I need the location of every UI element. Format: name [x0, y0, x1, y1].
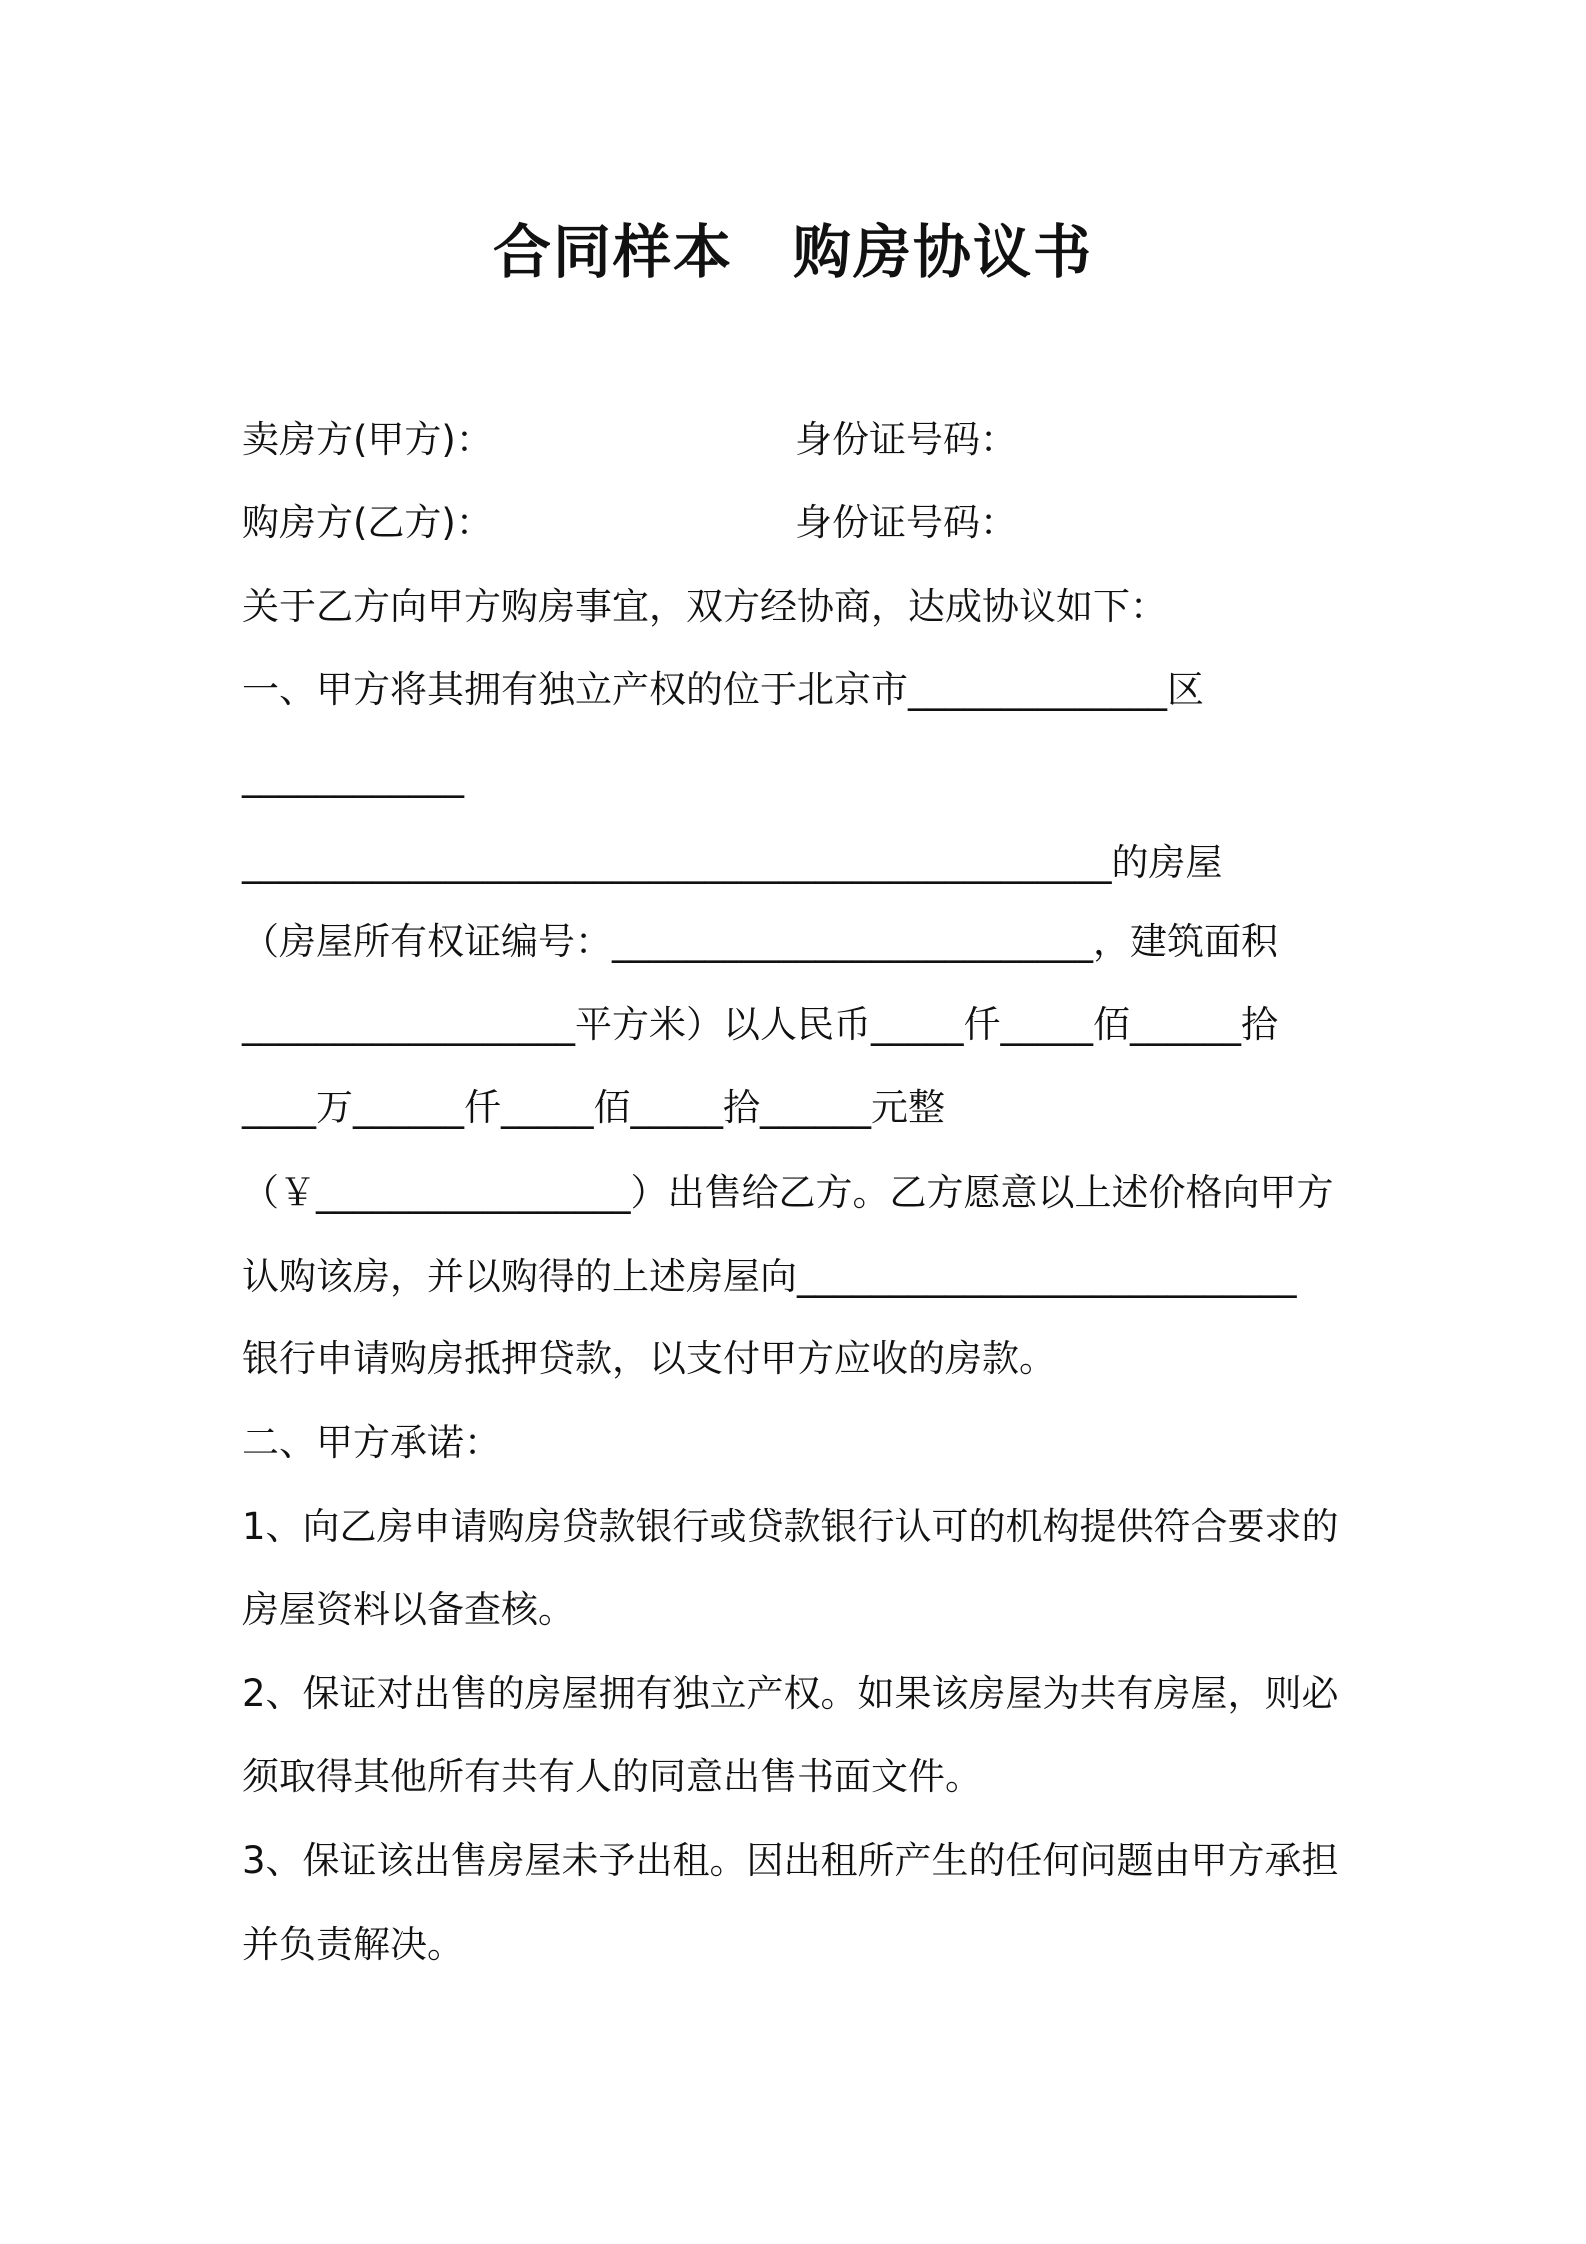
intro-paragraph: 关于乙方向甲方购房事宜，双方经协商，达成协议如下：: [242, 585, 1167, 628]
clause2-item-line: 3、保证该出售房屋未予出租。因出租所产生的任何问题由甲方承担: [242, 1839, 1339, 1882]
clause1-line: 一、甲方将其拥有独立产权的位于北京市______________区: [242, 668, 1204, 711]
clause1-line: ____________: [242, 755, 464, 798]
document-title: 合同样本 购房协议书: [492, 218, 1093, 286]
seller-label: 卖房方(甲方)：: [242, 418, 493, 461]
clause2-item-line: 2、保证对出售的房屋拥有独立产权。如果该房屋为共有房屋，则必: [242, 1672, 1339, 1715]
clause1-line: __________________平方米）以人民币_____仟_____佰______拾: [242, 1003, 1278, 1046]
clause1-line: 银行申请购房抵押贷款，以支付甲方应收的房款。: [242, 1337, 1056, 1380]
clause1-line: 认购该房，并以购得的上述房屋向___________________________: [242, 1255, 1297, 1298]
clause1-line: （￥_________________）出售给乙方。乙方愿意以上述价格向甲方: [242, 1171, 1334, 1214]
buyer-label: 购房方(乙方)：: [242, 501, 493, 544]
buyer-id-label: 身份证号码：: [795, 501, 1017, 544]
clause2-item-line: 1、向乙房申请购房贷款银行或贷款银行认可的机构提供符合要求的: [242, 1505, 1339, 1548]
clause1-line: ____万______仟_____佰_____拾______元整: [242, 1086, 945, 1129]
clause2-item-line: 并负责解决。: [242, 1923, 464, 1966]
clause2-item-line: 须取得其他所有共有人的同意出售书面文件。: [242, 1755, 982, 1798]
clause2-item-line: 房屋资料以备查核。: [242, 1588, 575, 1631]
clause1-line: _______________________________________________的房屋: [242, 841, 1223, 884]
seller-id-label: 身份证号码：: [795, 418, 1017, 461]
clause2-heading: 二、甲方承诺：: [242, 1421, 501, 1464]
clause1-line: （房屋所有权证编号：__________________________，建筑面积: [242, 920, 1278, 963]
